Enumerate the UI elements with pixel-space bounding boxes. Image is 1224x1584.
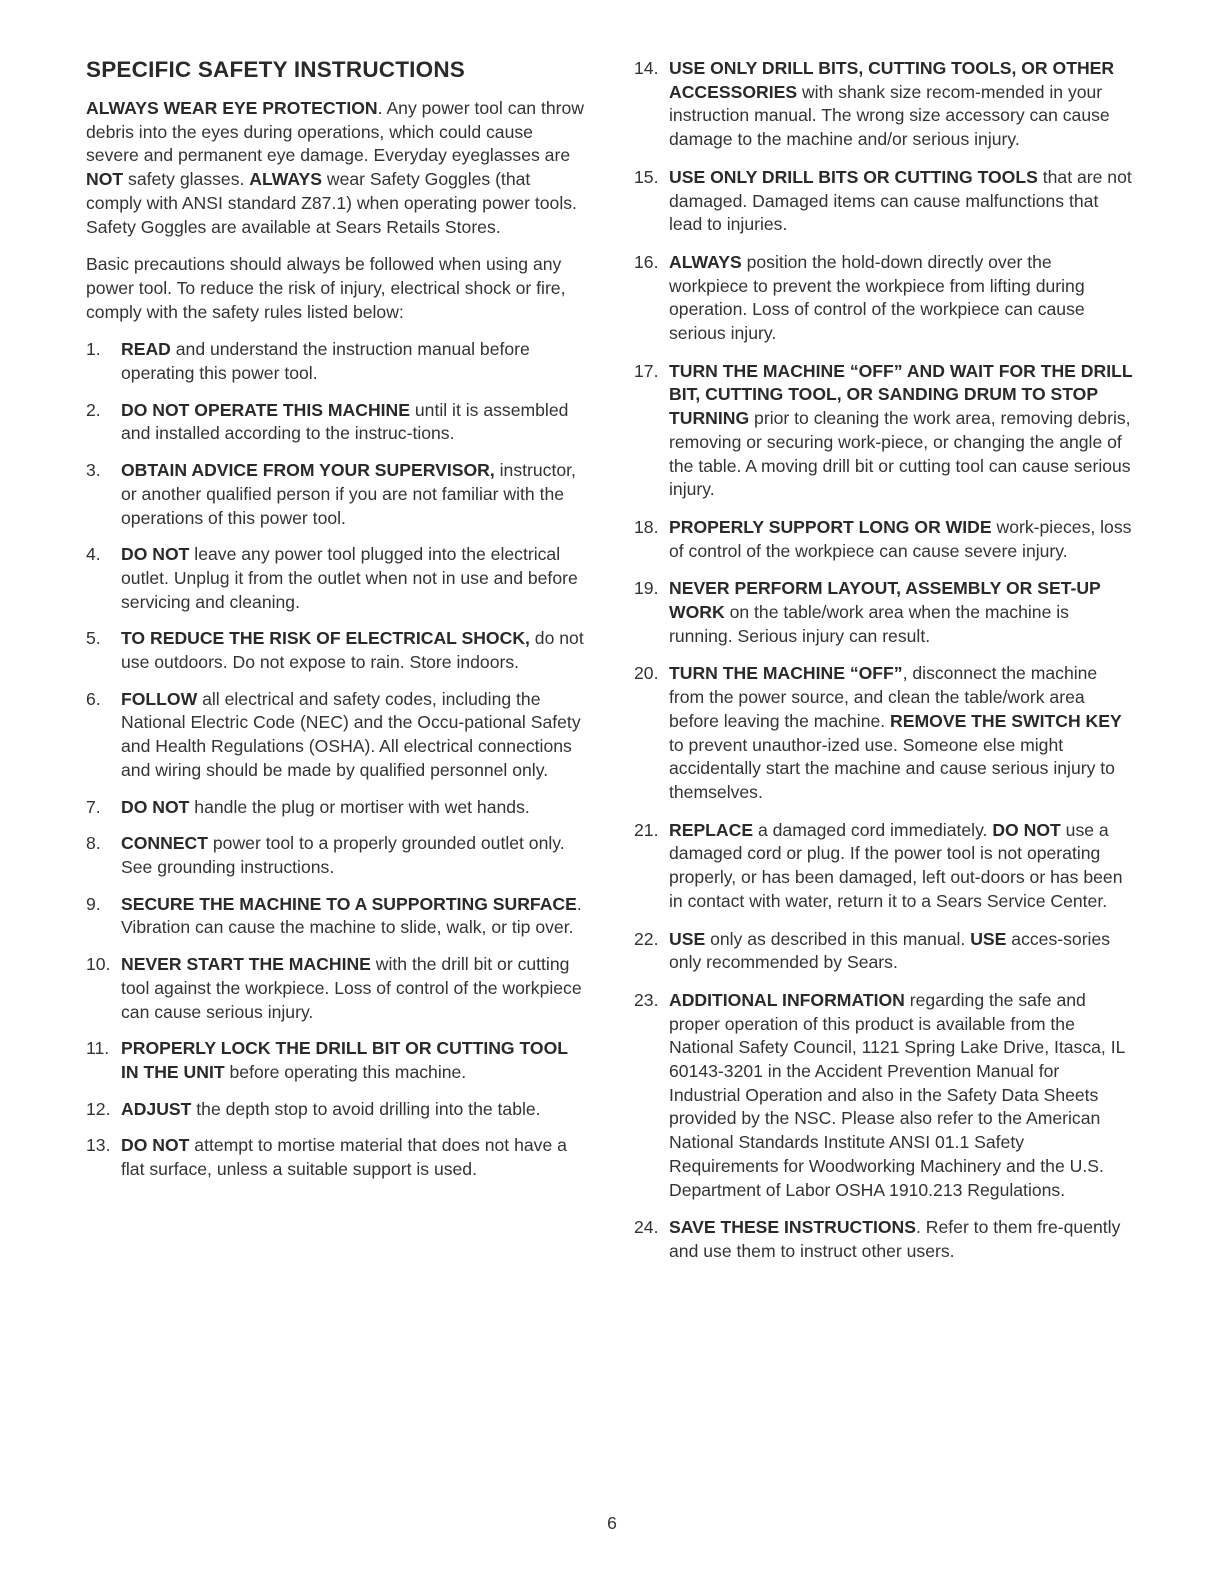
safety-item [86,796,586,820]
item-number: 2. [86,399,101,420]
emphasis-text: TURN THE MACHINE “OFF” [669,663,903,684]
item-text: TURN THE MACHINE “OFF”, disconnect the machine from the power source, and clean the table/work area before leaving the machine. REMOVE THE SWITCH KEY to prevent unauthor-ized use. Someone else might accidentally start the machine and cause serious injury to themselves. [669,663,1122,802]
emphasis-text: REPLACE [669,819,754,840]
emphasis-text: USE [970,928,1007,949]
safety-item [634,251,1134,346]
item-text: DO NOT OPERATE THIS MACHINE until it is assembled and installed according to the instruc-tions. [121,399,569,444]
item-text: CONNECT power tool to a properly grounded outlet only. See grounding instructions. [121,833,565,877]
emphasis-text: DO NOT OPERATE THIS MACHINE [121,399,410,420]
emphasis-text: DO NOT [121,796,190,817]
item-number: 21. [634,819,659,840]
item-number: 3. [86,460,101,481]
page-title: SPECIFIC SAFETY INSTRUCTIONS [86,57,465,82]
item-number: 15. [634,166,659,187]
emphasis-text: TURN THE MACHINE “OFF” AND WAIT FOR THE DRILL BIT, CUTTING TOOL, OR SANDING DRUM TO STOP TURNING [669,360,1133,429]
emphasis-text: ADJUST [121,1098,192,1119]
emphasis-text: NOT [86,169,124,190]
item-text: TURN THE MACHINE “OFF” AND WAIT FOR THE DRILL BIT, CUTTING TOOL, OR SANDING DRUM TO STOP TURNING prior to cleaning the work area, removing debris, removing or securing work-piece, or changing the angle of the table. A moving drill bit or cutting tool can cause serious injury. [669,360,1133,500]
item-number: 22. [634,928,659,949]
safety-item [634,57,1134,152]
item-number: 19. [634,578,659,599]
item-text: FOLLOW all electrical and safety codes, including the National Electric Code (NEC) and the Occu-pational Safety and Health Regulations (OSHA). All electrical connections and wiring should be made by qualified personnel only. [121,688,581,780]
emphasis-text: TO REDUCE THE RISK OF ELECTRICAL SHOCK, [121,628,530,649]
item-number: 10. [86,954,111,975]
emphasis-text: ADDITIONAL INFORMATION [669,989,905,1010]
emphasis-text: NEVER START THE MACHINE [121,954,371,975]
item-text: USE ONLY DRILL BITS OR CUTTING TOOLS that are not damaged. Damaged items can cause malfunctions that lead to injuries. [669,166,1132,235]
emphasis-text: DO NOT [121,544,190,565]
safety-item [634,577,1134,648]
item-text: ALWAYS position the hold-down directly over the workpiece to prevent the workpiece from lifting during operation. Loss of control of the workpiece can cause serious injury. [669,251,1085,344]
item-text: SECURE THE MACHINE TO A SUPPORTING SURFACE. Vibration can cause the machine to slide, walk, or tip over. [121,893,582,938]
safety-item [86,688,586,783]
item-text: SAVE THESE INSTRUCTIONS. Refer to them fre-quently and use them to instruct other users. [669,1217,1121,1261]
item-text: REPLACE a damaged cord immediately. DO NOT use a damaged cord or plug. If the power tool is not operating properly, or has been damaged, left out-doors or has been in contact with water, return it to a Sears Service Center. [669,819,1123,911]
item-text: USE only as described in this manual. USE acces-sories only recommended by Sears. [669,928,1111,973]
item-number: 16. [634,251,659,272]
item-text: NEVER PERFORM LAYOUT, ASSEMBLY OR SET-UP WORK on the table/work area when the machine is running. Serious injury can result. [669,578,1101,646]
item-number: 5. [86,628,101,649]
safety-item [86,1134,586,1181]
safety-item [634,989,1134,1202]
left-column [86,57,586,1195]
safety-item [634,662,1134,804]
emphasis-text: SECURE THE MACHINE TO A SUPPORTING SURFACE [121,893,577,914]
right-column [634,57,1134,1278]
item-text: TO REDUCE THE RISK OF ELECTRICAL SHOCK, do not use outdoors. Do not expose to rain. Store indoors. [121,628,584,673]
item-number: 11. [86,1038,110,1059]
item-text: OBTAIN ADVICE FROM YOUR SUPERVISOR, instructor, or another qualified person if you are not familiar with the operations of this power tool. [121,460,576,528]
item-text: ADDITIONAL INFORMATION regarding the safe and proper operation of this product is available from the National Safety Council, 1121 Spring Lake Drive, Itasca, IL 60143-3201 in the Accident Prevention Manual for Industrial Operation and also in the Safety Data Sheets provided by the NSC. Please also refer to the American National Standards Institute ANSI 01.1 Safety Requirements for Woodworking Machinery and the U.S. Department of Labor OSHA 1910.213 Regulations. [669,989,1125,1200]
item-number: 12. [86,1098,111,1119]
item-number: 18. [634,516,659,537]
emphasis-text: ALWAYS WEAR EYE PROTECTION [86,98,378,118]
emphasis-text: REMOVE THE SWITCH KEY [890,710,1122,731]
intro-eye-protection: ALWAYS WEAR EYE PROTECTION. Any power tool can throw debris into the eyes during operations, which could cause severe and permanent eye damage. Everyday eyeglasses are NOT safety glasses. ALWAYS wear Safety Goggles (that comply with ANSI standard Z87.1) when operating power tools. Safety Goggles are available at Sears Retails Stores. [86,98,584,237]
safety-item [634,819,1134,914]
safety-item [86,627,586,674]
item-number: 9. [86,893,101,914]
emphasis-text: ALWAYS [249,169,322,190]
emphasis-text: ALWAYS [669,251,742,272]
emphasis-text: FOLLOW [121,688,198,709]
item-number: 4. [86,544,101,565]
emphasis-text: NEVER PERFORM LAYOUT, ASSEMBLY OR SET-UP WORK [669,578,1101,623]
item-text: DO NOT attempt to mortise material that does not have a flat surface, unless a suitable support is used. [121,1135,567,1180]
item-text: PROPERLY LOCK THE DRILL BIT OR CUTTING TOOL IN THE UNIT before operating this machine. [121,1038,568,1082]
item-text: ADJUST the depth stop to avoid drilling into the table. [121,1098,541,1119]
emphasis-text: USE ONLY DRILL BITS, CUTTING TOOLS, OR OTHER ACCESSORIES [669,58,1115,102]
item-number: 17. [634,360,659,381]
page-number: 6 [607,1513,617,1533]
emphasis-text: PROPERLY SUPPORT LONG OR WIDE [669,516,992,537]
safety-item [86,399,586,446]
emphasis-text: DO NOT [121,1135,190,1156]
safety-list-left [86,338,586,1181]
item-number: 14. [634,58,659,78]
emphasis-text: DO NOT [992,819,1061,840]
safety-item [634,928,1134,975]
emphasis-text: OBTAIN ADVICE FROM YOUR SUPERVISOR, [121,460,495,481]
safety-item [634,1216,1134,1263]
safety-item [86,1098,586,1122]
emphasis-text: CONNECT [121,833,208,854]
safety-item [634,166,1134,237]
item-text: PROPERLY SUPPORT LONG OR WIDE work-pieces, loss of control of the workpiece can cause severe injury. [669,516,1132,561]
safety-item [86,953,586,1024]
emphasis-text: READ [121,339,171,360]
item-number: 8. [86,833,101,854]
item-text: NEVER START THE MACHINE with the drill bit or cutting tool against the workpiece. Loss of control of the workpiece can cause serious injury. [121,954,582,1022]
item-text: READ and understand the instruction manual before operating this power tool. [121,339,530,384]
emphasis-text: PROPERLY LOCK THE DRILL BIT OR CUTTING TOOL IN THE UNIT [121,1038,568,1082]
item-number: 20. [634,663,659,684]
item-number: 23. [634,989,659,1010]
safety-item [634,360,1134,502]
safety-item [86,893,586,940]
emphasis-text: USE ONLY DRILL BITS OR CUTTING TOOLS [669,166,1038,187]
intro-basic-precautions: Basic precautions should always be followed when using any power tool. To reduce the risk of injury, electrical shock or fire, comply with the safety rules listed below: [86,254,566,322]
item-number: 1. [86,339,101,360]
item-number: 7. [86,796,101,817]
item-number: 13. [86,1135,111,1156]
safety-item [86,543,586,614]
safety-list-right [634,57,1134,1264]
item-text: DO NOT handle the plug or mortiser with wet hands. [121,796,530,817]
safety-item [86,338,586,385]
safety-item [86,832,586,879]
item-number: 6. [86,688,101,709]
safety-item [86,459,586,530]
item-text: USE ONLY DRILL BITS, CUTTING TOOLS, OR OTHER ACCESSORIES with shank size recom-mended in your instruction manual. The wrong size accessory can cause damage to the machine and/or serious injury. [669,58,1115,150]
safety-item [634,516,1134,563]
emphasis-text: USE [669,928,706,949]
safety-item [86,1037,586,1084]
item-text: DO NOT leave any power tool plugged into the electrical outlet. Unplug it from the outlet when not in use and before servicing and cleaning. [121,544,578,612]
item-number: 24. [634,1217,659,1238]
emphasis-text: SAVE THESE INSTRUCTIONS [669,1217,916,1238]
